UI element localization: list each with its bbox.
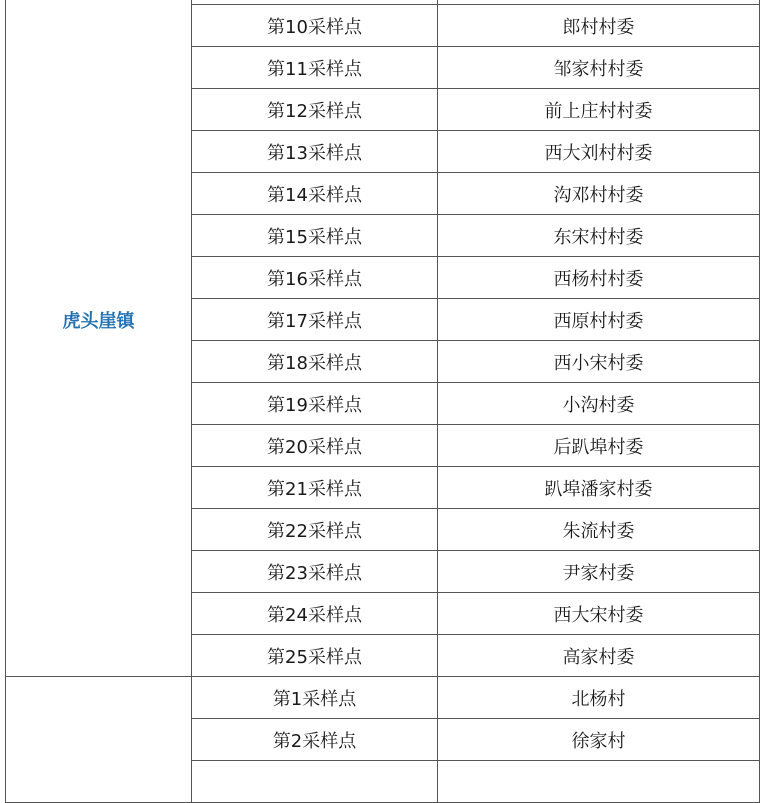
village-cell: 沟邓村村委 — [438, 173, 760, 215]
sampling-point-cell: 第16采样点 — [192, 257, 438, 299]
village-cell: 高家村委 — [438, 635, 760, 677]
village-cell: 西大宋村委 — [438, 593, 760, 635]
village-cell: 邹家村村委 — [438, 47, 760, 89]
sampling-point-cell: 第18采样点 — [192, 341, 438, 383]
village-cell: 东宋村村委 — [438, 215, 760, 257]
table-row — [6, 677, 760, 719]
sampling-point-cell: 第10采样点 — [192, 5, 438, 47]
sampling-point-cell: 第19采样点 — [192, 383, 438, 425]
village-cell: 后趴埠村委 — [438, 425, 760, 467]
sampling-point-cell: 第11采样点 — [192, 47, 438, 89]
town-name-cell: 虎头崖镇 — [6, 0, 192, 677]
village-cell: 西杨村村委 — [438, 257, 760, 299]
village-cell: 西大刘村村委 — [438, 131, 760, 173]
sampling-point-cell: 第15采样点 — [192, 215, 438, 257]
sampling-point-cell: 第23采样点 — [192, 551, 438, 593]
sampling-point-cell: 第13采样点 — [192, 131, 438, 173]
town-name-cell — [6, 677, 192, 803]
sampling-point-cell: 第22采样点 — [192, 509, 438, 551]
village-cell: 朱流村委 — [438, 509, 760, 551]
sampling-point-cell: 第12采样点 — [192, 89, 438, 131]
sampling-points-table — [5, 0, 760, 803]
village-cell — [438, 761, 760, 803]
village-cell: 徐家村 — [438, 719, 760, 761]
sampling-point-cell: 第17采样点 — [192, 299, 438, 341]
village-cell: 西原村村委 — [438, 299, 760, 341]
village-cell: 尹家村委 — [438, 551, 760, 593]
sampling-point-cell: 第21采样点 — [192, 467, 438, 509]
sampling-point-cell — [192, 761, 438, 803]
sampling-point-cell: 第2采样点 — [192, 719, 438, 761]
sampling-point-cell: 第1采样点 — [192, 677, 438, 719]
village-cell: 西小宋村委 — [438, 341, 760, 383]
village-cell: 郎村村委 — [438, 5, 760, 47]
village-cell: 趴埠潘家村委 — [438, 467, 760, 509]
sampling-point-cell: 第20采样点 — [192, 425, 438, 467]
village-cell: 前上庄村村委 — [438, 89, 760, 131]
village-cell: 小沟村委 — [438, 383, 760, 425]
sampling-point-cell: 第24采样点 — [192, 593, 438, 635]
sampling-point-cell: 第14采样点 — [192, 173, 438, 215]
sampling-point-cell: 第25采样点 — [192, 635, 438, 677]
village-cell: 北杨村 — [438, 677, 760, 719]
table-body — [6, 0, 760, 803]
